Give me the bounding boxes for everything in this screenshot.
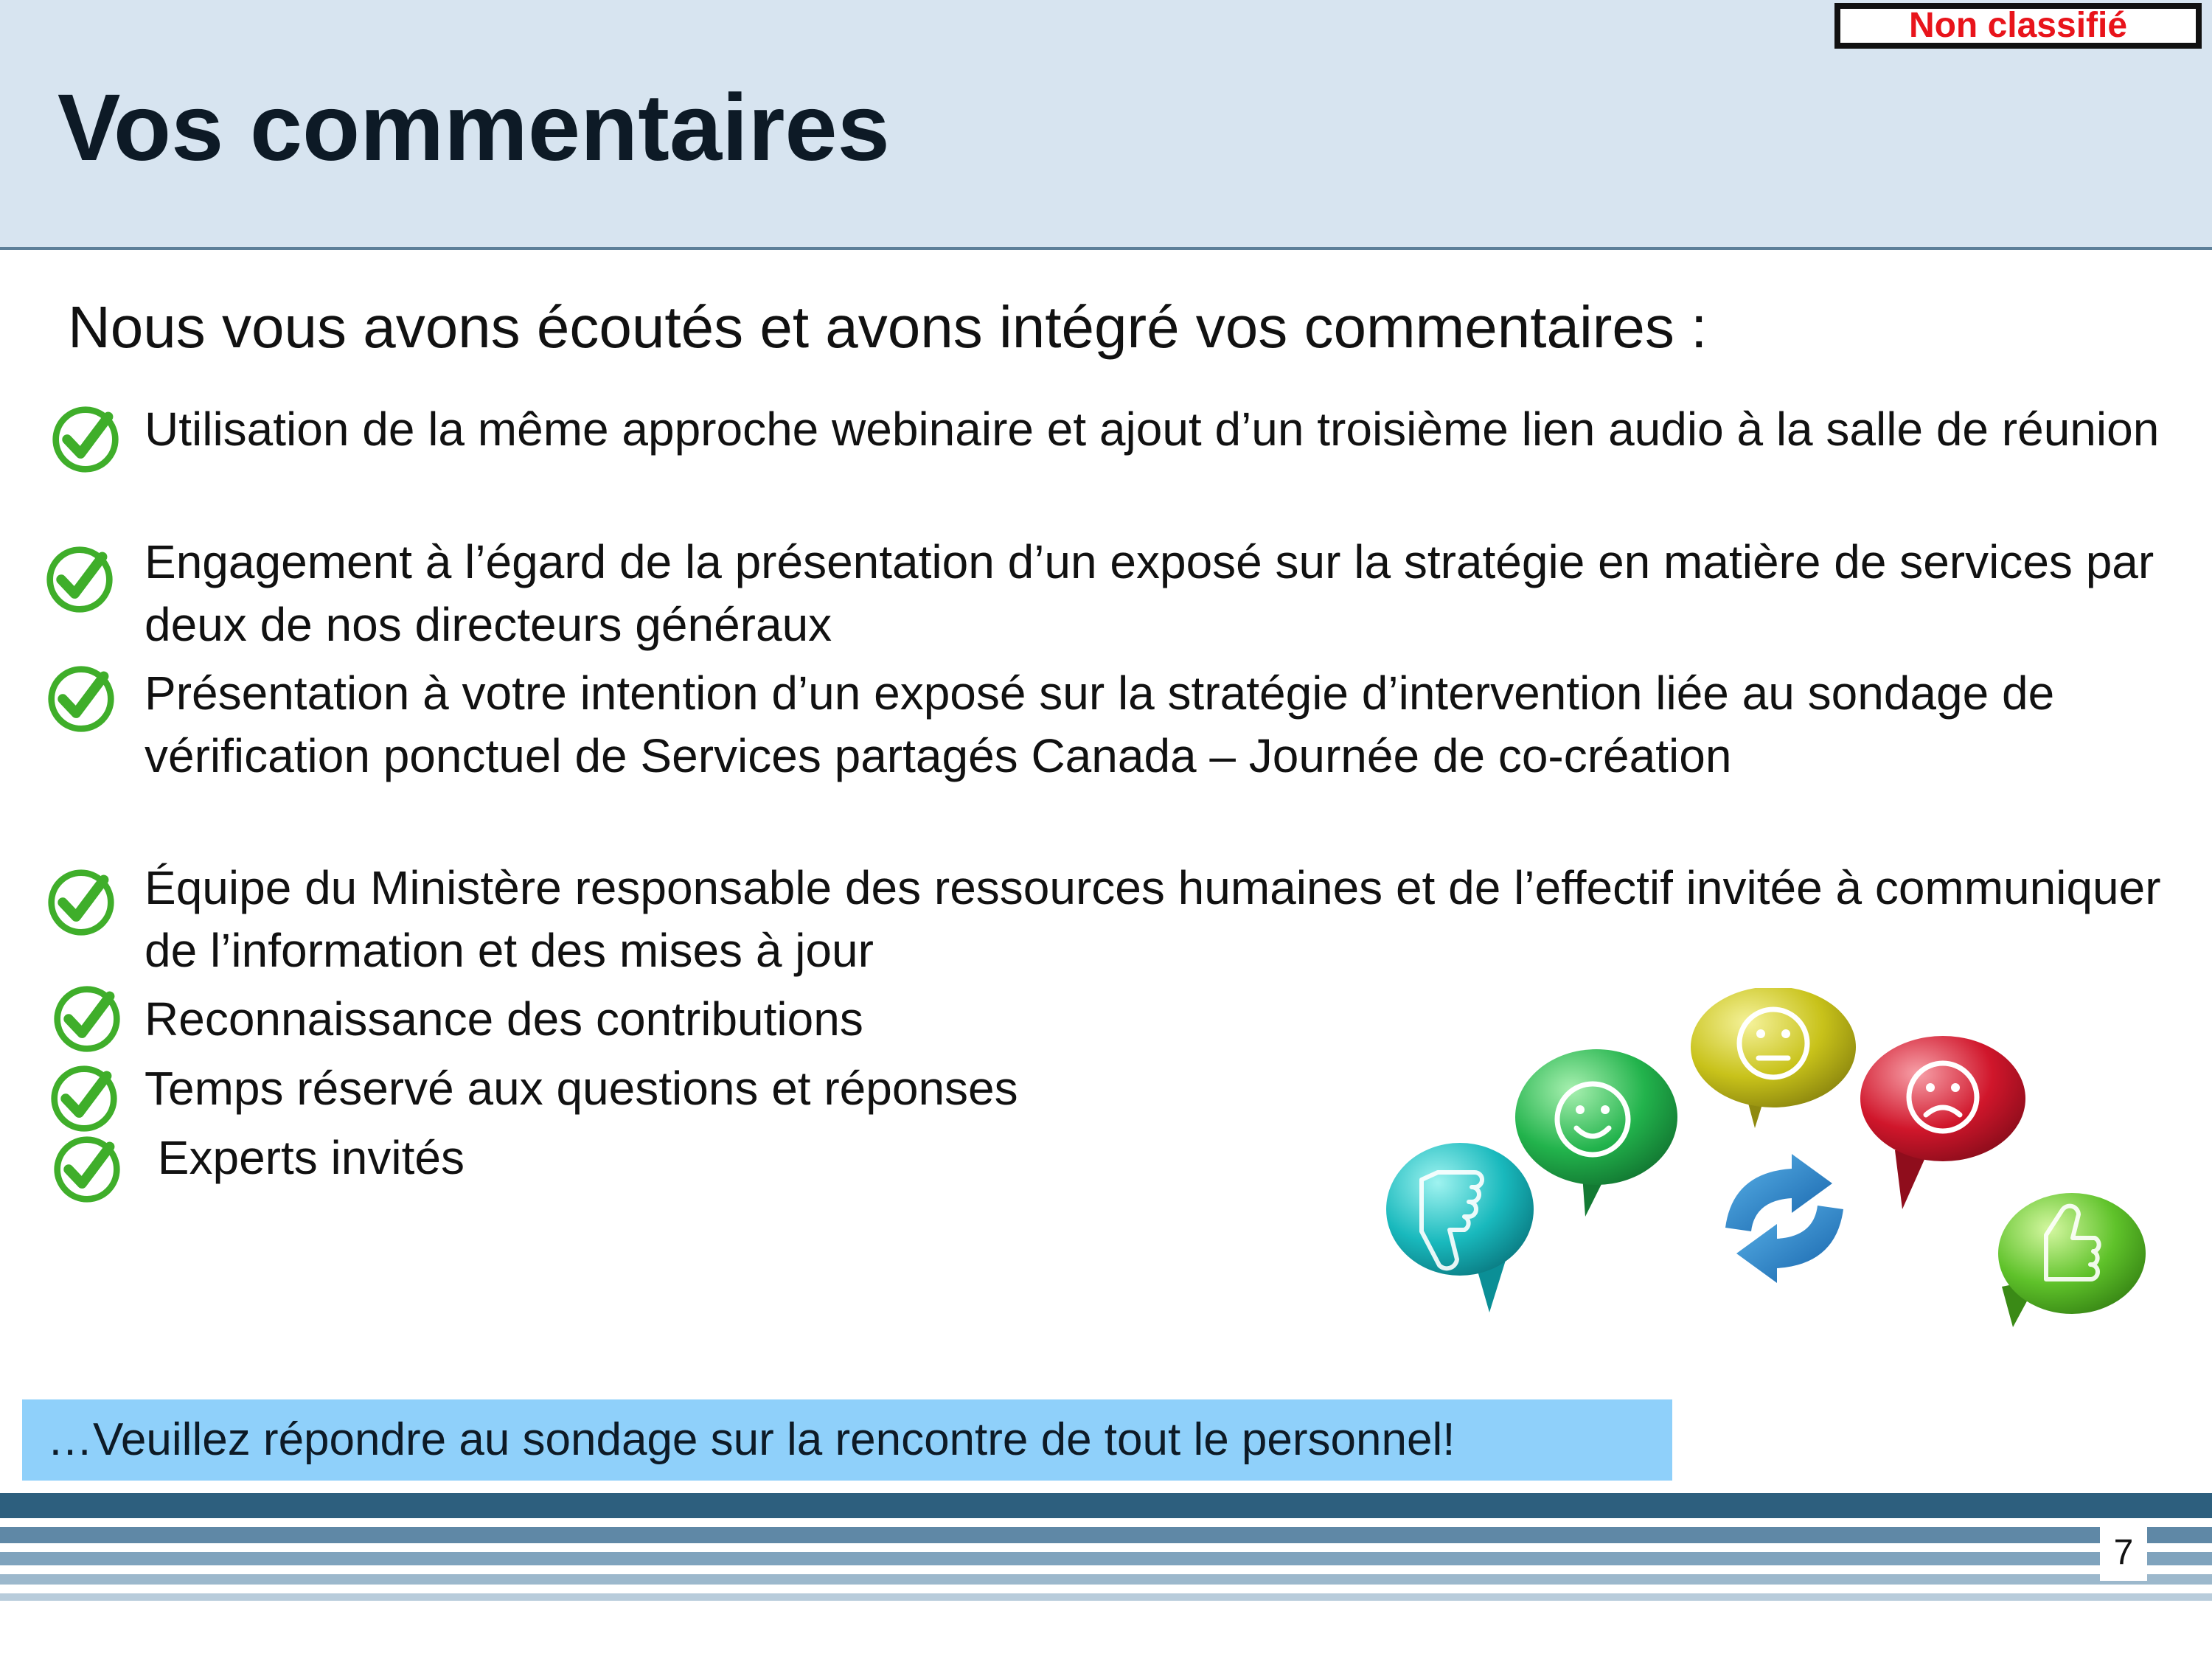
smiley-bubble-icon [1515, 1049, 1677, 1217]
slide-header [0, 0, 2212, 250]
feedback-graphic [1371, 988, 2153, 1371]
list-item-text: Engagement à l’égard de la présentation d’un exposé sur la stratégie en matière de services par deux de nos directeurs généraux [145, 535, 2154, 651]
footer-stripe [0, 1493, 2212, 1518]
classification-label: Non classifié [1834, 3, 2202, 49]
footer-stripe [0, 1552, 2212, 1565]
survey-banner: …Veuillez répondre au sondage sur la rencontre de tout le personnel! [22, 1399, 1672, 1481]
footer-stripe [0, 1574, 2212, 1585]
checkmark-icon [52, 1134, 122, 1205]
footer-stripe [0, 1593, 2212, 1601]
page-number: 7 [2100, 1525, 2147, 1581]
checkmark-icon [52, 984, 122, 1054]
sad-face-bubble-icon [1860, 1036, 2025, 1209]
neutral-face-bubble-icon [1691, 988, 1856, 1128]
footer-stripes [0, 1493, 2212, 1659]
slide-title: Vos commentaires [58, 75, 890, 181]
list-item-text: Reconnaissance des contributions [145, 992, 863, 1046]
checkmark-icon [49, 1063, 119, 1134]
checkmark-icon [46, 867, 116, 938]
checkmark-icon [46, 664, 116, 734]
list-item-text: Temps réservé aux questions et réponses [145, 1062, 1018, 1115]
thumbs-up-bubble-icon [1998, 1193, 2146, 1327]
list-item-text: Experts invités [145, 1131, 465, 1184]
refresh-arrows-icon [1725, 1154, 1843, 1283]
list-item-text: Utilisation de la même approche webinaire et ajout d’un troisième lien audio à la salle de réunion [145, 403, 2160, 456]
checkmark-icon [44, 544, 115, 615]
list-item-text: Présentation à votre intention d’un exposé sur la stratégie d’intervention liée au sondage de vérification ponctuel de Services partagés Canada – Journée de co-création [145, 667, 2055, 782]
intro-text: Nous vous avons écoutés et avons intégré vos commentaires : [68, 294, 1708, 360]
footer-stripe [0, 1527, 2212, 1543]
thumbs-down-bubble-icon [1386, 1143, 1534, 1312]
list-item-text: Équipe du Ministère responsable des ressources humaines et de l’effectif invitée à communiquer de l’information et des mises à jour [145, 861, 2161, 977]
checkmark-icon [50, 404, 121, 475]
